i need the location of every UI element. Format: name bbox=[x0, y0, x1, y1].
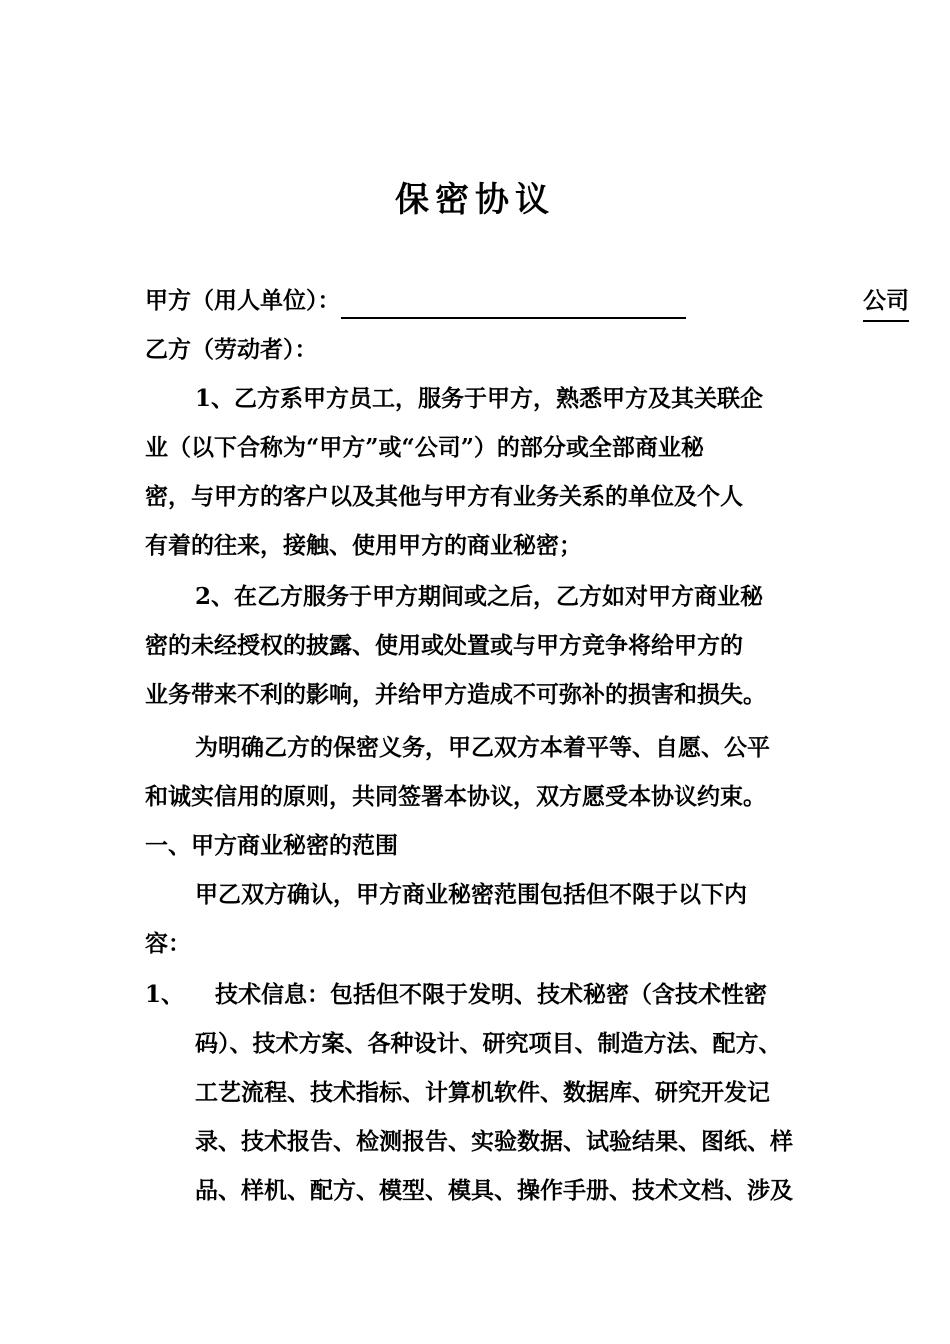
paragraph-2-line-3: 业务带来不利的影响，并给甲方造成不可弥补的损害和损失。 bbox=[145, 681, 766, 708]
item-1-number: 1、 bbox=[145, 981, 185, 1008]
item-1-line-5: 品、样机、配方、模型、模具、操作手册、技术文档、涉及 bbox=[195, 1177, 793, 1204]
paragraph-3-line-1: 为明确乙方的保密义务，甲乙双方本着平等、自愿、公平 bbox=[195, 734, 770, 761]
document-title: 保密协议 bbox=[395, 180, 555, 220]
section-1-intro-line-2: 容： bbox=[145, 930, 191, 957]
section-1-heading: 一、甲方商业秘密的范围 bbox=[145, 832, 398, 859]
party-a-name-blank[interactable] bbox=[341, 289, 686, 319]
paragraph-2-line-2: 密的未经授权的披露、使用或处置或与甲方竞争将给甲方的 bbox=[145, 632, 743, 659]
paragraph-3-line-2: 和诚实信用的原则，共同签署本协议，双方愿受本协议约束。 bbox=[145, 783, 766, 810]
party-a-line bbox=[145, 283, 909, 319]
paragraph-2-line-1: 2、在乙方服务于甲方期间或之后，乙方如对甲方商业秘 bbox=[195, 583, 764, 610]
paragraph-1-line-3: 密，与甲方的客户以及其他与甲方有业务关系的单位及个人 bbox=[145, 483, 743, 510]
paragraph-1-line-2: 业（以下合称为“甲方”或“公司”）的部分或全部商业秘 bbox=[145, 434, 704, 461]
item-1-first-line bbox=[145, 977, 825, 1013]
paragraph-1-line-1: 1、乙方系甲方员工，服务于甲方，熟悉甲方及其关联企 bbox=[195, 385, 764, 412]
party-a-company-suffix: 公司 bbox=[863, 283, 909, 322]
item-1-line-4: 录、技术报告、检测报告、实验数据、试验结果、图纸、样 bbox=[195, 1128, 793, 1155]
item-1-line-3: 工艺流程、技术指标、计算机软件、数据库、研究开发记 bbox=[195, 1079, 770, 1106]
item-1-line-2: 码）、技术方案、各种设计、研究项目、制造方法、配方、 bbox=[195, 1030, 782, 1057]
party-b-label: 乙方（劳动者）： bbox=[145, 336, 318, 363]
paragraph-1-line-4: 有着的往来，接触、使用甲方的商业秘密； bbox=[145, 532, 582, 559]
section-1-intro-line-1: 甲乙双方确认，甲方商业秘密范围包括但不限于以下内 bbox=[195, 881, 747, 908]
item-1-first-text: 技术信息：包括但不限于发明、技术秘密（含技术性密 bbox=[215, 981, 767, 1008]
party-a-label: 甲方（用人单位）： bbox=[145, 287, 341, 314]
